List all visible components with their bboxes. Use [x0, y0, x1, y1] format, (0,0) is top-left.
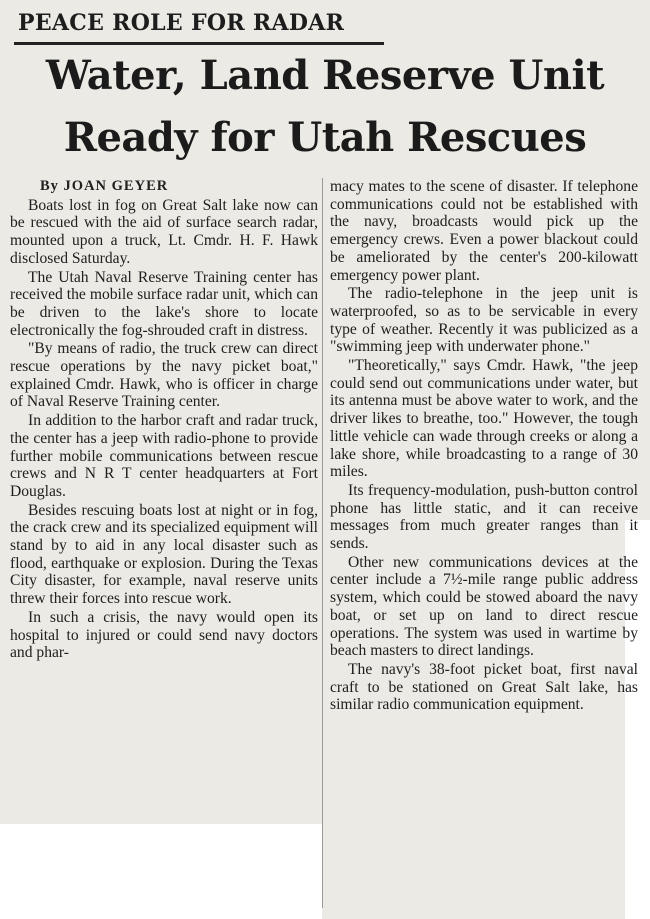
article-paragraph: Its frequency-modulation, push-button control phone has little static, and it can receive messages from much greater ranges than it sends. — [330, 481, 638, 553]
blank-margin-bottom-left — [0, 826, 322, 919]
article-paragraph: The radio-telephone in the jeep unit is waterproofed, so as to be servicable in every type of weather. Recently it was publicized as a "swimming jeep with underwater phone." — [330, 285, 638, 356]
article-paragraph: macy mates to the scene of disaster. If telephone communications could not be established with the navy, broadcasts would pick up the emergency crews. Even a power blackout could be ameliorated by the center's 200-kilowatt emergency power plant. — [330, 178, 638, 284]
article-paragraph: Besides rescuing boats lost at night or in fog, the crack crew and its specialized equipment will stand by to aid in any local disaster such as flood, earthquake or explosion. During the Texas City disaster, for example, naval reserve units threw their forces into rescue work. — [10, 501, 318, 608]
byline: By JOAN GEYER — [40, 178, 169, 194]
article-paragraph: Other new communications devices at the center include a 7½-mile range public address system, which could be stowed aboard the navy boat, or set up on land to direct rescue operations. The system was used in wartime by beach masters to direct landings. — [330, 553, 638, 660]
kicker-headline: PEACE ROLE FOR RADAR — [18, 10, 345, 36]
headline-line-1: Water, Land Reserve Unit — [45, 52, 605, 99]
headline-line-2: Ready for Utah Rescues — [63, 114, 587, 161]
newspaper-page-tail — [322, 824, 650, 919]
article-paragraph: In such a crisis, the navy would open its hospital to injured or could send navy doctors and phar- — [10, 608, 318, 662]
article-column-right — [330, 178, 638, 715]
article-paragraph: "By means of radio, the truck crew can direct rescue operations by the navy picket boat," explained Cmdr. Hawk, who is officer in charge of Naval Reserve Training center. — [10, 340, 318, 411]
kicker-headline-box — [14, 6, 384, 45]
article-column-left — [10, 178, 318, 663]
article-paragraph: In addition to the harbor craft and radar truck, the center has a jeep with radio-phone to provide further mobile communications between rescue crews and N R T center headquarters at Fort Douglas. — [10, 412, 318, 500]
article-paragraph: The Utah Naval Reserve Training center has received the mobile surface radar unit, which can be driven to the lake's shore to locate electronically the fog-shrouded craft in distress. — [10, 268, 318, 339]
article-paragraph: The navy's 38-foot picket boat, first naval craft to be stationed on Great Salt lake, has similar radio communication equipment. — [330, 660, 638, 714]
article-paragraph: Boats lost in fog on Great Salt lake now can be rescued with the aid of surface search radar, mounted upon a truck, Lt. Cmdr. H. F. Hawk disclosed Saturday. — [10, 196, 318, 267]
column-divider — [322, 178, 323, 908]
article-paragraph: "Theoretically," says Cmdr. Hawk, "the jeep could send out communications under water, but its antenna must be above water to work, and the driver likes to breathe, too." However, the tough little vehicle can wade through creeks or along a lake shore, while broadcasting to a range of 30 miles. — [330, 357, 638, 481]
